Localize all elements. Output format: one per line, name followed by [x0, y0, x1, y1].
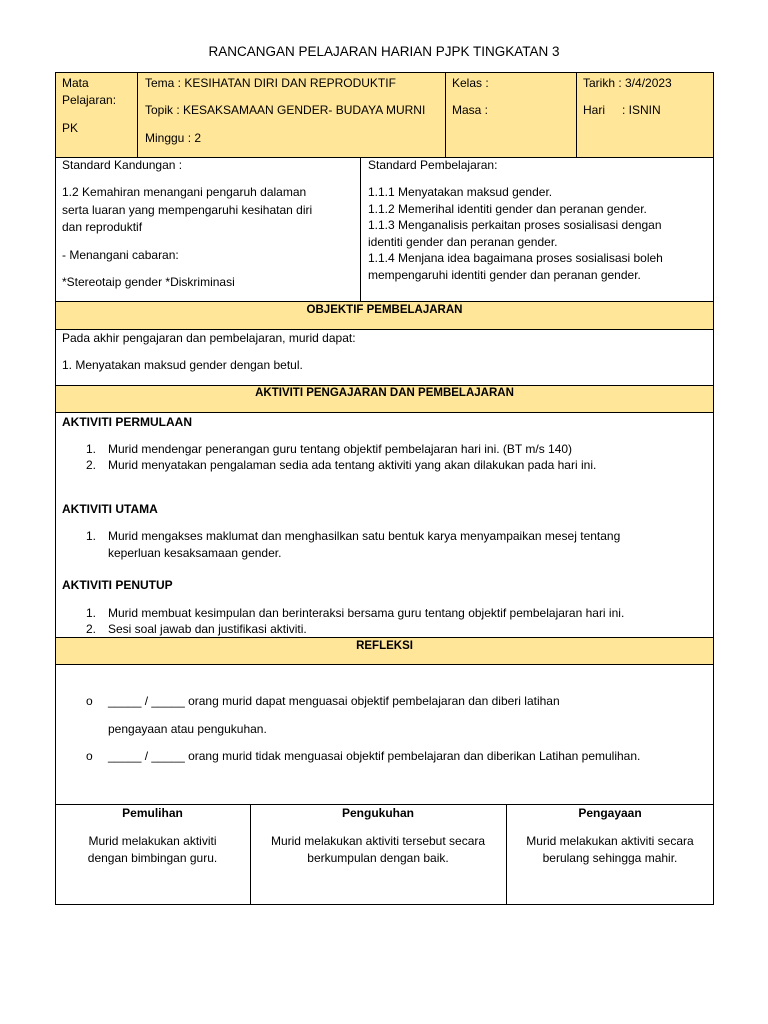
standard-pembelajaran-line: 1.1.3 Menganalisis perkaitan proses sosialisasi dengan	[368, 218, 662, 232]
list-number: 1.	[86, 442, 97, 456]
pengukuhan-heading: Pengukuhan	[341, 806, 414, 820]
pengayaan-text: berulang sehingga mahir.	[542, 851, 678, 865]
objektif-item: 1. Menyatakan maksud gender dengan betul.	[62, 358, 303, 372]
list-item: Murid mengakses maklumat dan menghasilkan satu bentuk karya menyampaikan mesej tentang	[108, 529, 621, 543]
pemulihan-heading: Pemulihan	[122, 806, 183, 820]
list-item: Murid mendengar penerangan guru tentang objektif pembelajaran hari ini. (BT m/s 140)	[108, 442, 573, 456]
kelas-label: Kelas :	[452, 76, 489, 90]
standard-kandungan-line: - Menangani cabaran:	[62, 248, 179, 262]
refleksi-line: _____ / _____ orang murid tidak menguasai objektif pembelajaran dan diberikan Latihan pemulihan.	[108, 749, 641, 763]
list-number: 1.	[86, 606, 97, 620]
pengukuhan-text: berkumpulan dengan baik.	[307, 851, 449, 865]
standard-pembelajaran-line: 1.1.1 Menyatakan maksud gender.	[368, 185, 553, 199]
standard-pembelajaran-label: Standard Pembelajaran:	[368, 158, 498, 172]
topik-text: Topik : KESAKSAMAAN GENDER- BUDAYA MURNI	[145, 103, 426, 117]
pemulihan-text: dengan bimbingan guru.	[87, 851, 218, 865]
standard-kandungan-line: 1.2 Kemahiran menangani pengaruh dalaman	[62, 185, 307, 199]
list-item: keperluan kesaksamaan gender.	[108, 546, 282, 560]
page-title: RANCANGAN PELAJARAN HARIAN PJPK TINGKATAN 3	[208, 44, 560, 59]
standard-pembelajaran-line: identiti gender dan peranan gender.	[368, 235, 558, 249]
standard-kandungan-line: *Stereotaip gender *Diskriminasi	[62, 275, 235, 289]
bullet-icon: o	[86, 749, 93, 763]
pengukuhan-text: Murid melakukan aktiviti tersebut secara	[270, 834, 486, 848]
objektif-heading: OBJEKTIF PEMBELAJARAN	[306, 304, 463, 316]
bullet-icon: o	[86, 694, 93, 708]
standard-kandungan-line: dan reproduktif	[62, 220, 143, 234]
standard-pembelajaran-line: 1.1.4 Menjana idea bagaimana proses sosialisasi boleh	[368, 251, 663, 265]
list-number: 1.	[86, 529, 97, 543]
refleksi-line: pengayaan atau pengukuhan.	[108, 722, 267, 736]
refleksi-line: _____ / _____ orang murid dapat menguasai objektif pembelajaran dan diberi latihan	[108, 694, 560, 708]
list-item: Murid membuat kesimpulan dan berinteraksi bersama guru tentang objektif pembelajaran hari ini.	[108, 606, 625, 620]
list-item: Murid menyatakan pengalaman sedia ada tentang aktiviti yang akan dilakukan pada hari ini.	[108, 458, 597, 472]
hari-label: Hari	[583, 103, 606, 117]
tarikh-text: Tarikh : 3/4/2023	[583, 76, 672, 90]
aktiviti-penutup-label: AKTIVITI PENUTUP	[62, 578, 173, 592]
pengayaan-heading: Pengayaan	[578, 806, 642, 820]
standard-kandungan-label: Standard Kandungan :	[62, 158, 183, 172]
aktiviti-heading: AKTIVITI PENGAJARAN DAN PEMBELAJARAN	[255, 387, 514, 399]
pengayaan-text: Murid melakukan aktiviti secara	[526, 834, 694, 848]
list-number: 2.	[86, 622, 97, 636]
list-number: 2.	[86, 458, 97, 472]
tema-text: Tema : KESIHATAN DIRI DAN REPRODUKTIF	[145, 76, 396, 90]
aktiviti-permulaan-label: AKTIVITI PERMULAAN	[62, 415, 192, 429]
standard-kandungan-line: serta luaran yang mempengaruhi kesihatan diri	[62, 203, 313, 217]
minggu-text: Minggu : 2	[145, 131, 202, 145]
masa-label: Masa :	[452, 103, 489, 117]
mata-pelajaran-value: PK	[62, 121, 79, 135]
objektif-intro: Pada akhir pengajaran dan pembelajaran, murid dapat:	[62, 331, 356, 345]
pemulihan-text: Murid melakukan aktiviti	[88, 834, 217, 848]
refleksi-heading: REFLEKSI	[356, 640, 413, 652]
aktiviti-utama-label: AKTIVITI UTAMA	[62, 502, 158, 516]
list-item: Sesi soal jawab dan justifikasi aktiviti.	[108, 622, 307, 636]
standard-pembelajaran-line: 1.1.2 Memerihal identiti gender dan peranan gender.	[368, 202, 647, 216]
standard-pembelajaran-line: mempengaruhi identiti gender dan peranan gender.	[368, 268, 641, 282]
mata-pelajaran-label-2: Pelajaran:	[62, 93, 117, 107]
mata-pelajaran-label: Mata	[62, 76, 89, 90]
hari-value: : ISNIN	[622, 103, 661, 117]
